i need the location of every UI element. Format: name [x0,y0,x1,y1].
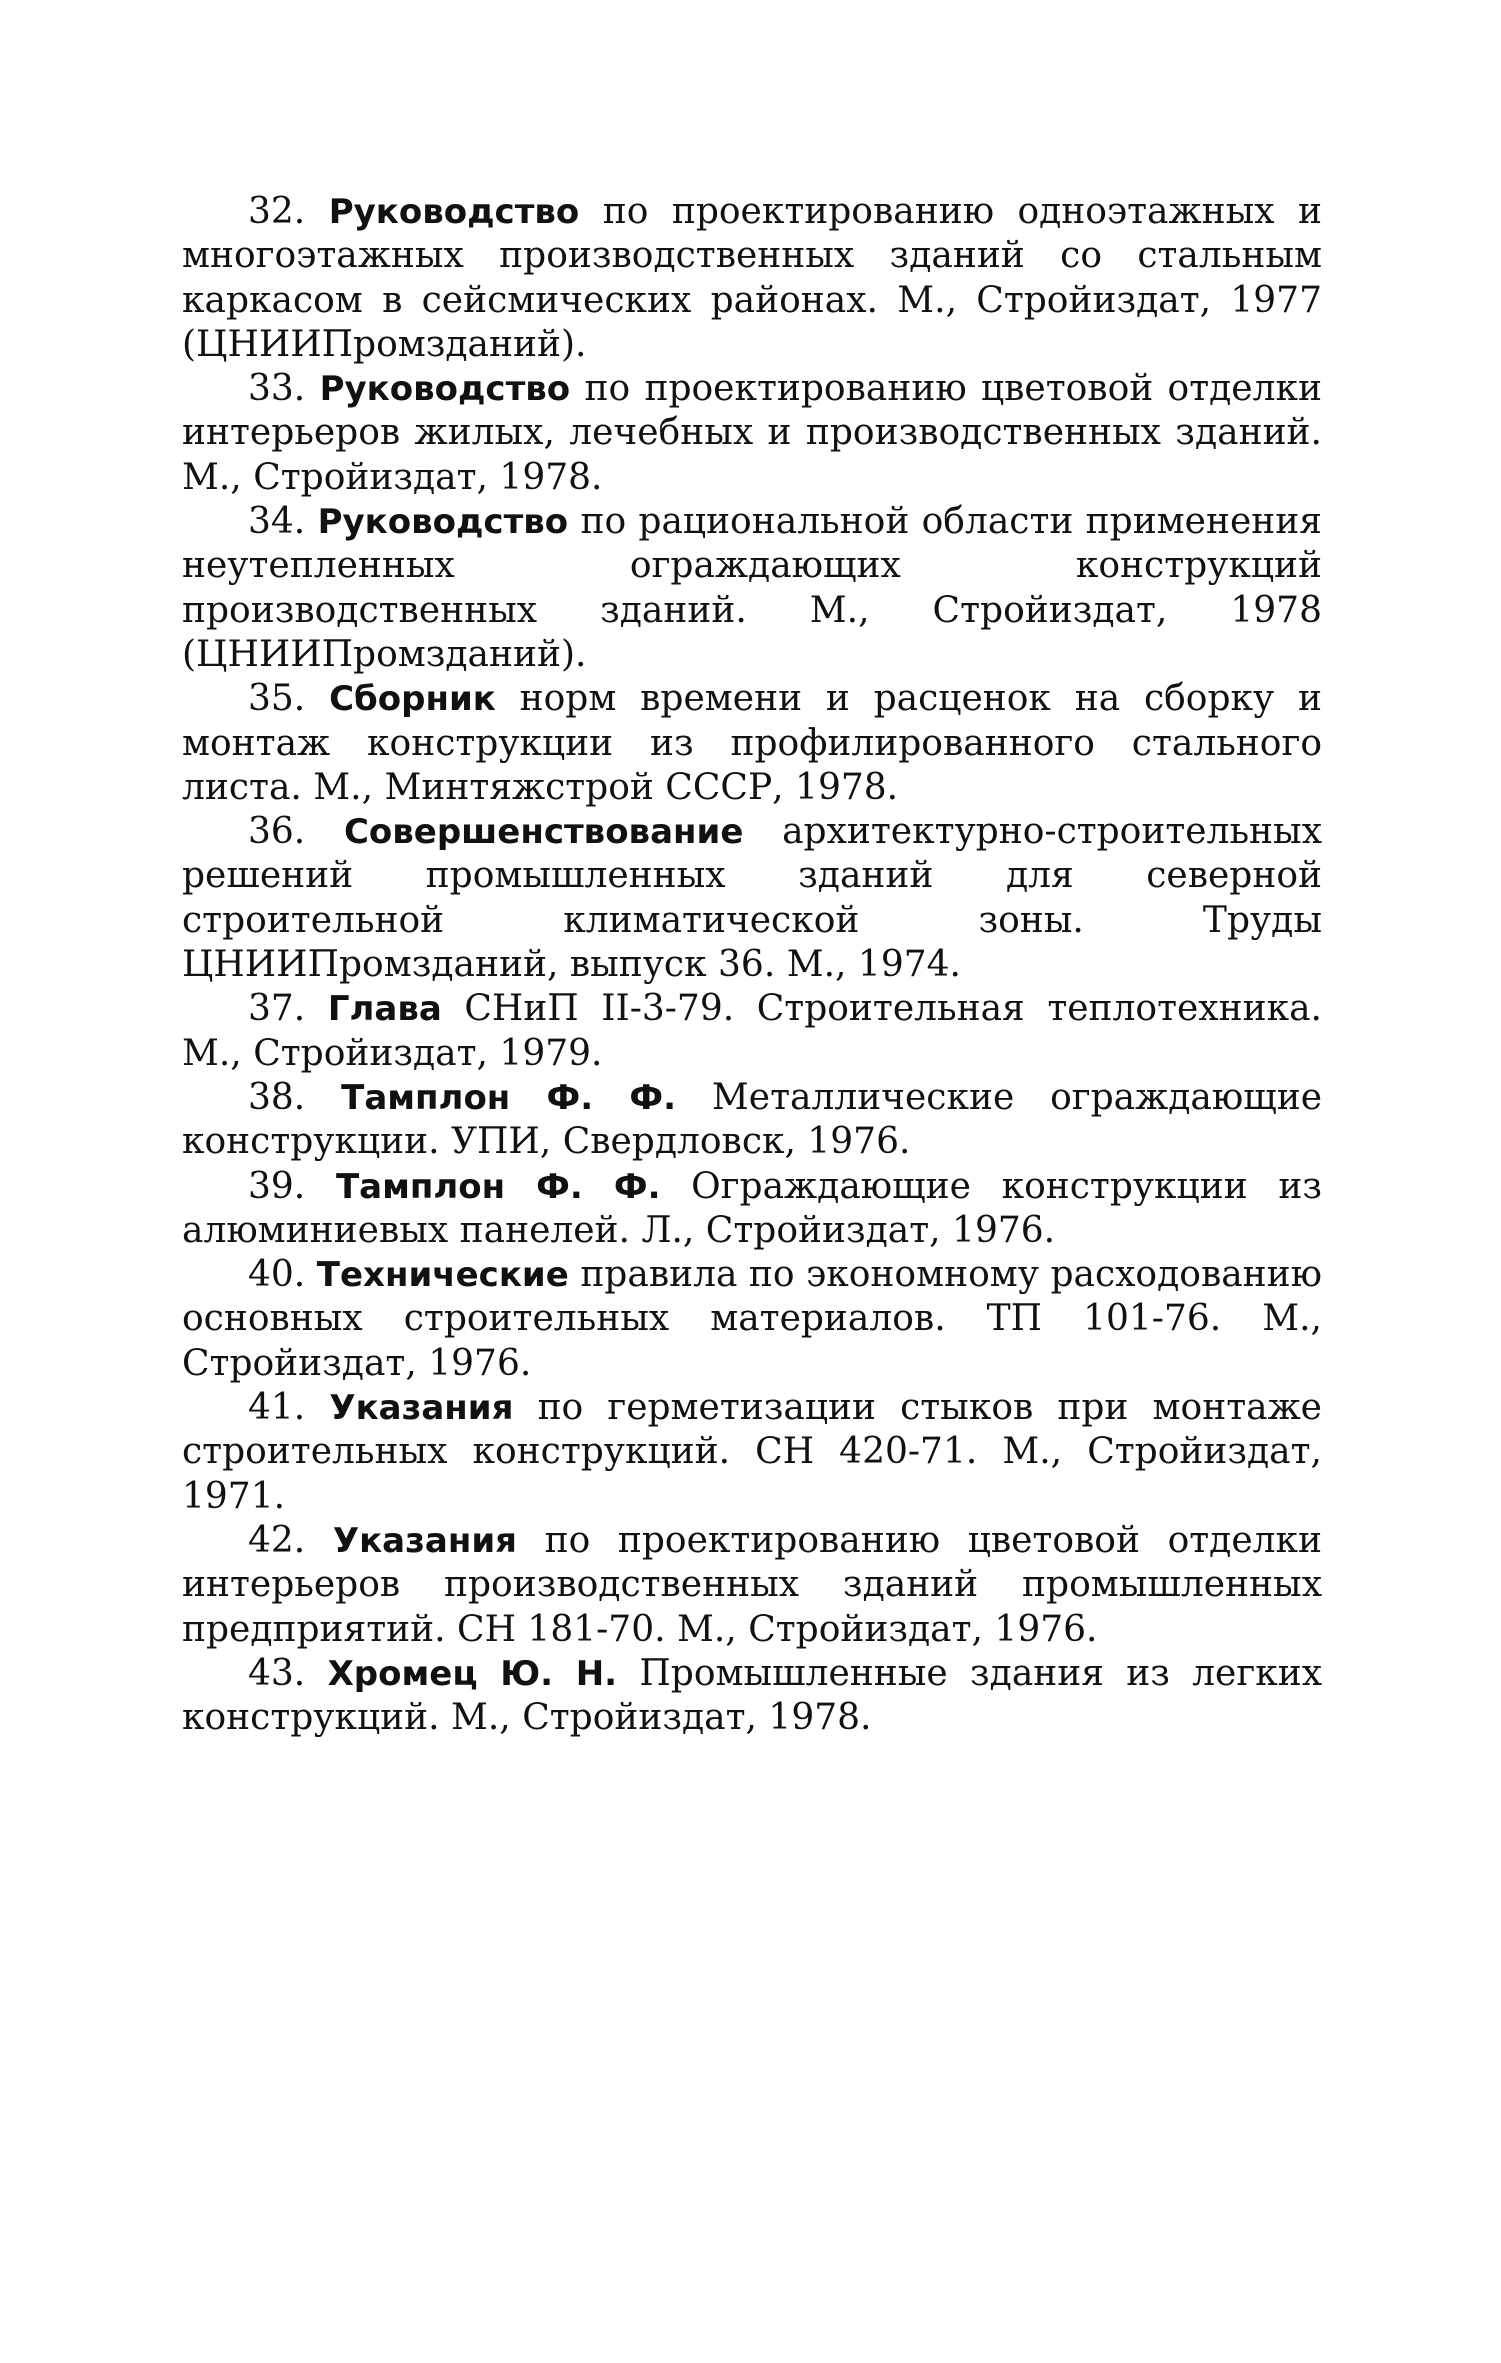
reference-key: Руководство [317,502,569,543]
reference-text: по проектированию цветовой отделки интерьеров жилых, лечебных и производственных зданий. М., Стройиздат, 1978. [182,368,1322,498]
reference-number: 34. [248,501,306,543]
reference-key: Тамплон Ф. Ф. [341,1077,677,1118]
reference-text: по проектированию одноэтажных и многоэтажных производственных зданий со стальным каркасом в сейсмических районах. М., Стройиздат, 1977 (ЦНИИПромзданий). [182,191,1322,365]
reference-number: 37. [248,988,306,1030]
reference-text: СНиП II-3-79. Строительная теплотехника. М., Стройиздат, 1979. [182,988,1322,1074]
reference-number: 32. [248,191,306,232]
reference-key: Совершенствование [343,812,744,853]
reference-text: по рациональной области применения неутепленных ограждающих конструкций производственных зданий. М., Стройиздат, 1978 (ЦНИИПромзданий). [182,501,1322,675]
reference-item-37 [182,987,1322,1076]
reference-key: Указания [332,1520,517,1561]
reference-key: Руководство [328,192,580,232]
reference-key: Хромец Ю. Н. [327,1653,618,1694]
reference-item-38 [182,1076,1322,1165]
reference-text: по герметизации стыков при монтаже строительных конструкций. СН 420-71. М., Стройиздат, 1971. [182,1387,1322,1517]
reference-item-33 [182,367,1322,500]
reference-item-40 [182,1253,1322,1386]
reference-item-34 [182,500,1322,677]
reference-text: Промышленные здания из легких конструкций. М., Стройиздат, 1978. [182,1652,1323,1739]
reference-item-35 [182,677,1322,810]
reference-key: Тамплон Ф. Ф. [335,1166,661,1207]
reference-item-41 [182,1386,1322,1519]
reference-number: 41. [248,1387,306,1429]
reference-key: Сборник [329,679,496,720]
reference-item-32 [182,190,1322,367]
reference-number: 43. [248,1652,306,1694]
reference-number: 33. [248,368,306,410]
reference-text: норм времени и расценок на сборку и монтаж конструкции из профилированного стального листа. М., Минтяжстрой СССР, 1978. [182,678,1322,808]
reference-item-36 [182,810,1322,987]
reference-text: архитектурно-строительных решений промышленных зданий для северной строительной климатической зоны. Труды ЦНИИПромзданий, выпуск 36. М., 1974. [182,811,1322,986]
reference-text: правила по экономному расходованию основных строительных материалов. ТП 101-76. М., Стройиздат, 1976. [182,1254,1322,1384]
reference-list [182,190,1322,1740]
reference-key: Указания [329,1388,514,1429]
reference-number: 40. [248,1254,306,1296]
reference-key: Руководство [319,369,571,410]
reference-key: Глава [327,989,442,1030]
reference-number: 38. [248,1076,306,1118]
reference-key: Технические [316,1255,569,1296]
reference-text: Металлические ограждающие конструкции. УПИ, Свердловск, 1976. [182,1076,1322,1163]
reference-number: 35. [248,678,306,720]
reference-number: 39. [248,1165,306,1207]
reference-number: 42. [248,1519,306,1561]
reference-text: по проектированию цветовой отделки интерьеров производственных зданий промышленных предприятий. СН 181-70. М., Стройиздат, 1976. [182,1519,1322,1650]
reference-text: Ограждающие конструкции из алюминиевых панелей. Л., Стройиздат, 1976. [182,1165,1322,1251]
reference-item-43 [182,1652,1322,1741]
reference-number: 36. [248,811,306,853]
reference-item-42 [182,1519,1322,1652]
reference-item-39 [182,1165,1322,1254]
